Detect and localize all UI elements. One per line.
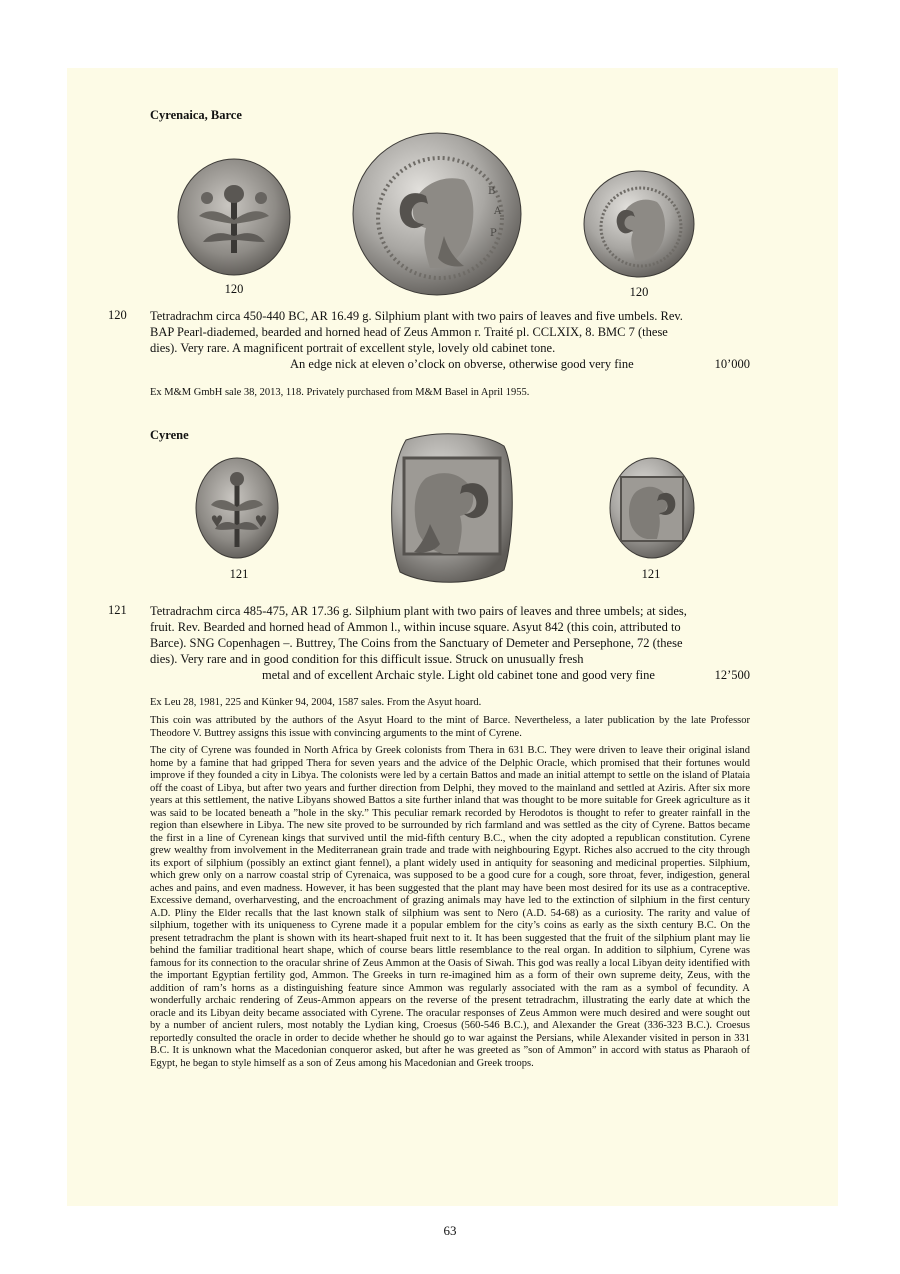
coin-label-120-right: 120 [629,285,649,299]
lot-121-line-1: Tetradrachm circa 485-475, AR 17.36 g. Silphium plant with two pairs of leaves and three umbels; at sides, [150,604,687,618]
lot-121-condition: metal and of excellent Archaic style. Light old cabinet tone and good very fine [262,668,655,682]
lot-121-description [150,603,750,683]
lot-number-120: 120 [108,308,127,322]
lot-121-provenance: Ex Leu 28, 1981, 225 and Künker 94, 2004, 1587 sales. From the Asyut hoard. [150,697,482,708]
lot-120-line-3: dies). Very rare. A magnificent portrait of excellent style, lovely old cabinet tone. [150,341,556,355]
coin-label-121-right: 121 [641,567,661,581]
lot-120-description [150,308,750,372]
coin-label-120-left: 120 [224,282,244,296]
section-heading-cyrene: Cyrene [150,428,189,442]
lot-120-condition: An edge nick at eleven o’clock on obverse, otherwise good very fine [290,357,634,371]
lot-120-price: 10’000 [714,357,750,371]
lot-number-121: 121 [108,603,127,617]
lot-120-provenance: Ex M&M GmbH sale 38, 2013, 118. Privately purchased from M&M Basel in April 1955. [150,387,530,398]
coin-label-121-left: 121 [229,567,249,581]
lot-121-line-3: Barce). SNG Copenhagen –. Buttrey, The Coins from the Sanctuary of Demeter and Persephone, 72 (these [150,636,683,650]
coin-120-obverse-image [177,158,291,276]
coin-120-reverse-small-image [583,170,695,278]
lot-121-line-4: dies). Very rare and in good condition for this difficult issue. Struck on unusually fresh [150,652,584,666]
lot-121-attribution-note: This coin was attributed by the authors of the Asyut Hoard to the mint of Barce. Nevertheless, a later publication by the late Professor Theodore V. Buttrey assigns this issue with convincing arguments to the mint of Cyrene. [150,715,750,739]
lot-121-essay: The city of Cyrene was founded in North Africa by Greek colonists from Thera in 631 B.C. They were driven to leave their original island home by a famine that had gripped Thera for seven years and the advice of the Delphic Oracle, which promised that their fortunes would improve if they founded a city in Libya. The colonists were led by a certain Battos and made an initial attempt to settle on the island of Plataia off the coast of Libya, but after two years and further direction from Delphi, they moved to the mainland and settled at Aziris. After six more years at this settlement, the native Libyans showed Battos a site further inland that was thought to be more suitable for Greek agriculture as it was said to be located beneath a ”hole in the sky.” This peculiar remark recorded by Herodotos is thought to refer to greater rainfall in the region than elsewhere in Libya. The new site proved to be surrounded by rich farmland and was settled as the city of Cyrene. Battos became the first in a line of Cyrenean kings that survived until the mid-fifth century B.C., when the city adopted a republican constitution. Cyrene grew wealthy from involvement in the Mediterranean grain trade and trade with neighbouring Egypt. Riches also accrued to the city through its export of silphium (possibly an extinct giant fennel), a plant widely used in antiquity for seasoning and medicinal properties. Silphium, which grew only on a narrow coastal strip of Cyrenaica, was supposed to be a good cure for a cough, sore throat, fever, indigestion, general aches and pains, and even madness. However, it has been suggested that the plant may have been most desired for its use as a contraceptive. Excessive demand, overharvesting, and the encroachment of grazing animals may have led to the extinction of silphium in the first century A.D. Pliny the Elder recalls that the last known stalk of silphium was sent to Nero (A.D. 54-68) as a curiosity. The rarity and value of silphium, together with its uniqueness to Cyrene made it a popular emblem for the city’s coins as early as the sixth century B.C. On the present tetradrachm the plant is shown with its heart-shaped fruit next to it. It has been suggested that the fruit of the silphium plant may lie behind the familiar traditional heart shape, which of course bears little resemblance to the real organ. In addition to silphium, Cyrene was famous for its connection to the oracular shrine of Zeus Ammon at the Oasis of Siwah. This god was really a local Libyan deity identified with the important Egyptian fertility god, Ammon. The Greeks in turn re-imagined him as a form of their own supreme deity, Zeus, with the addition of ram’s horns as a distinguishing feature since Ammon was regularly associated with the ram as a symbol of fecundity. A wonderfully archaic rendering of Zeus-Ammon appears on the reverse of the present tetradrachm, illustrating the early date at which the oracle and its Libyan deity became associated with Cyrene. The oracular responses of Zeus Ammon were much desired and were sought out by a number of ancient rulers, most notably the Lydian king, Croesus (560-546 B.C.), and Alexander the Great (336-323 B.C.). Croesus reportedly consulted the oracle in order to decide whether he should go to war against the Persians, while Alexander visited in person in 331 B.C. It is unknown what the Macedonian conqueror asked, but after he was greeted as ”son of Ammon” in accord with status as Pharaoh of Egypt, he began to style himself as a son of Zeus among his Macedonian and Greek troops. [150,745,750,1069]
lot-121-line-2: fruit. Rev. Bearded and horned head of Ammon l., within incuse square. Asyut 842 (this coin, attributed to [150,620,681,634]
coin-121-reverse-large-image [386,430,516,586]
lot-121-price: 12’500 [714,668,750,682]
lot-120-line-4 [150,356,750,372]
lot-120-line-1: Tetradrachm circa 450-440 BC, AR 16.49 g. Silphium plant with two pairs of leaves and five umbels. Rev. [150,309,683,323]
lot-121-line-5 [150,667,750,683]
page-number: 63 [443,1223,457,1238]
svg-text:P: P [490,228,497,239]
coin-120-reverse-large-image [352,132,522,297]
coin-121-obverse-image [195,457,279,559]
section-heading-barce: Cyrenaica, Barce [150,108,242,122]
svg-text:A: A [494,206,502,217]
lot-120-line-2: BAP Pearl-diademed, bearded and horned head of Zeus Ammon r. Traité pl. CCLXIX, 8. BMC 7 (these [150,325,668,339]
coin-121-reverse-small-image [609,457,695,559]
svg-text:B: B [488,186,496,197]
